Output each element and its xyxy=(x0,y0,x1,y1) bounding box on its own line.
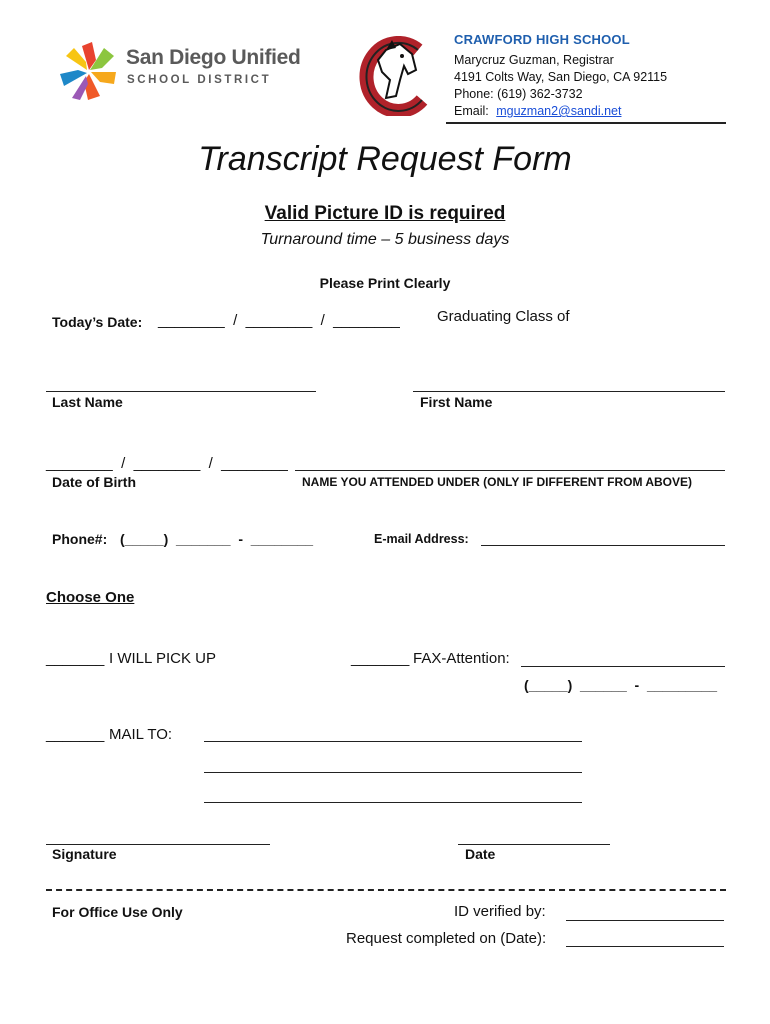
turnaround-notice: Turnaround time – 5 business days xyxy=(260,231,510,248)
crawford-colt-logo-icon xyxy=(356,36,432,116)
pickup-checkbox-blank[interactable]: _______ xyxy=(46,650,105,667)
last-name-label: Last Name xyxy=(52,394,123,410)
fax-phone-field[interactable]: (_____) ______ - _________ xyxy=(524,677,718,693)
email-label: E-mail Address: xyxy=(374,532,469,546)
mail-address-line-1[interactable] xyxy=(204,741,582,742)
pickup-label: I WILL PICK UP xyxy=(109,650,216,667)
todays-date-label: Today’s Date: xyxy=(52,314,143,330)
print-clearly-notice: Please Print Clearly xyxy=(319,275,451,291)
dob-field[interactable]: ________ / ________ / ________ xyxy=(46,455,288,472)
id-verified-label: ID verified by: xyxy=(454,903,546,920)
school-address: 4191 Colts Way, San Diego, CA 92115 xyxy=(454,70,668,84)
signature-field[interactable] xyxy=(46,844,270,845)
school-phone: Phone: (619) 362-3732 xyxy=(454,87,583,101)
mail-address-line-2[interactable] xyxy=(204,772,582,773)
school-contact xyxy=(454,52,667,120)
district-subtitle: SCHOOL DISTRICT xyxy=(127,74,272,86)
first-name-label: First Name xyxy=(420,394,493,410)
registrar-name: Marycruz Guzman, Registrar xyxy=(454,53,614,67)
mail-to-label: MAIL TO: xyxy=(109,726,173,743)
request-completed-label: Request completed on (Date): xyxy=(346,930,547,947)
name-attended-label: NAME YOU ATTENDED UNDER (ONLY IF DIFFERENT FROM ABOVE) xyxy=(302,475,693,489)
form-title: Transcript Request Form xyxy=(198,140,572,178)
id-verified-field[interactable] xyxy=(566,920,724,921)
district-name: San Diego Unified xyxy=(126,46,301,69)
school-email-label: Email: xyxy=(454,104,489,118)
fax-checkbox-blank[interactable]: _______ xyxy=(351,650,410,667)
mail-address-line-3[interactable] xyxy=(204,802,582,803)
school-name: CRAWFORD HIGH SCHOOL xyxy=(454,32,630,47)
phone-field[interactable]: (_____) _______ - ________ xyxy=(120,531,314,547)
header-divider xyxy=(446,122,726,124)
office-use-heading: For Office Use Only xyxy=(52,904,183,920)
fax-label: FAX-Attention: xyxy=(413,650,510,667)
fax-attention-field[interactable] xyxy=(521,666,725,667)
district-flower-icon xyxy=(58,40,120,102)
todays-date-field[interactable]: ________ / ________ / ________ xyxy=(158,312,400,329)
email-field[interactable] xyxy=(481,545,725,546)
office-divider xyxy=(46,889,726,891)
date-field[interactable] xyxy=(458,844,610,845)
last-name-field[interactable] xyxy=(46,391,316,392)
picture-id-notice: Valid Picture ID is required xyxy=(264,203,506,224)
mail-checkbox-blank[interactable]: _______ xyxy=(46,726,105,743)
graduating-class-label: Graduating Class of xyxy=(437,308,570,325)
signature-label: Signature xyxy=(52,846,117,862)
phone-label: Phone#: xyxy=(52,531,108,547)
dob-label: Date of Birth xyxy=(52,474,136,490)
school-email-link[interactable]: mguzman2@sandi.net xyxy=(496,104,622,118)
school-email-row xyxy=(454,103,667,120)
date-label: Date xyxy=(465,846,496,862)
district-logo xyxy=(58,40,318,102)
choose-one-heading: Choose One xyxy=(46,589,135,606)
first-name-field[interactable] xyxy=(413,391,725,392)
request-completed-field[interactable] xyxy=(566,946,724,947)
name-attended-field[interactable] xyxy=(295,470,725,471)
